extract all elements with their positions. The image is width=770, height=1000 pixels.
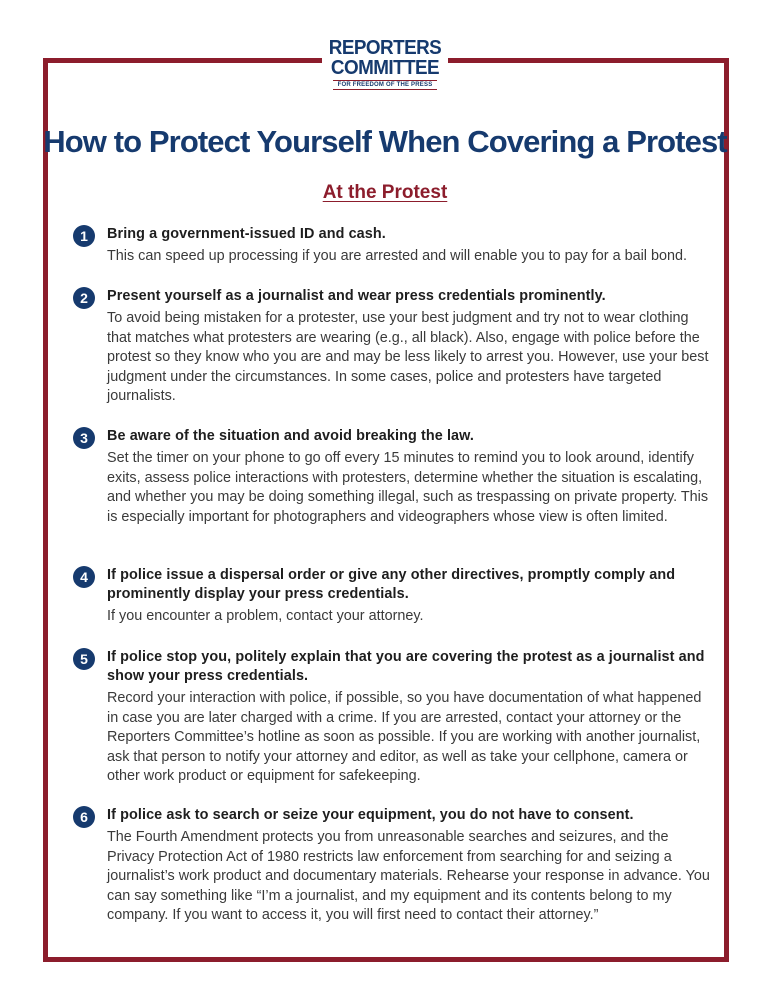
number-badge-icon: 4 xyxy=(73,566,95,588)
tip-heading: If police stop you, politely explain that you are covering the protest as a journalist and show your press credentials. xyxy=(107,649,705,684)
number-badge-icon: 1 xyxy=(73,225,95,247)
number-badge-icon: 3 xyxy=(73,427,95,449)
tip-item-3 xyxy=(73,427,713,527)
tip-item-5 xyxy=(73,648,713,787)
number-badge-icon: 2 xyxy=(73,287,95,309)
tip-heading: Bring a government-issued ID and cash. xyxy=(107,226,386,242)
tip-heading: Be aware of the situation and avoid breaking the law. xyxy=(107,428,475,444)
logo-line-1: REPORTERS xyxy=(328,36,442,59)
page-title: How to Protect Yourself When Covering a Protest xyxy=(43,124,727,159)
logo-line-2: COMMITTEE xyxy=(330,56,440,79)
tip-heading: If police issue a dispersal order or give any other directives, promptly comply and prominently display your press credentials. xyxy=(107,567,676,602)
tip-body: The Fourth Amendment protects you from unreasonable searches and seizures, and the Privacy Protection Act of 1980 restricts law enforcement from searching for and seizing a journalist’s work product and documentary materials. Rehearse your response in advance. You can say something like “I’m a journalist, and my equipment and its contents belong to my company. If you want to access it, you will first need to contact their attorney.” xyxy=(107,829,710,923)
tip-body: Set the timer on your phone to go off every 15 minutes to remind you to look around, identify exits, assess police interactions with protesters, determine whether the situation is escalating, and whether you may be doing something illegal, such as trespassing on private property. This is especially important for photographers and videographers whose view is often limited. xyxy=(107,450,709,525)
tip-body: To avoid being mistaken for a protester, use your best judgment and try not to wear clothing that matches what protesters are wearing (e.g., all black). Also, engage with police before the protest so they know who you are and may be less likely to arrest you. However, use your best judgment under the circumstances. In some cases, police and protesters have targeted journalists. xyxy=(107,310,709,404)
tip-item-6 xyxy=(73,806,713,926)
tip-heading: Present yourself as a journalist and wear press credentials prominently. xyxy=(107,288,606,304)
logo-tagline: FOR FREEDOM OF THE PRESS xyxy=(333,80,437,90)
tip-heading: If police ask to search or seize your equipment, you do not have to consent. xyxy=(107,807,634,823)
number-badge-icon: 5 xyxy=(73,648,95,670)
tip-item-1 xyxy=(73,225,713,267)
tip-item-4 xyxy=(73,566,713,627)
tip-body: Record your interaction with police, if possible, so you have documentation of what happened in case you are later charged with a crime. If you are arrested, contact your attorney or the Reporters Committee’s hotline as soon as possible. If you are working with another journalist, ask that person to notify your attorney and editor, as well as take your cellphone, camera or other work product or equipment for safekeeping. xyxy=(107,690,702,784)
tip-body: This can speed up processing if you are arrested and will enable you to pay for a bail bond. xyxy=(107,248,687,264)
reporters-committee-logo xyxy=(322,34,448,100)
section-heading: At the Protest xyxy=(322,182,448,203)
number-badge-icon: 6 xyxy=(73,806,95,828)
tip-body: If you encounter a problem, contact your attorney. xyxy=(107,608,424,624)
tip-item-2 xyxy=(73,287,713,407)
